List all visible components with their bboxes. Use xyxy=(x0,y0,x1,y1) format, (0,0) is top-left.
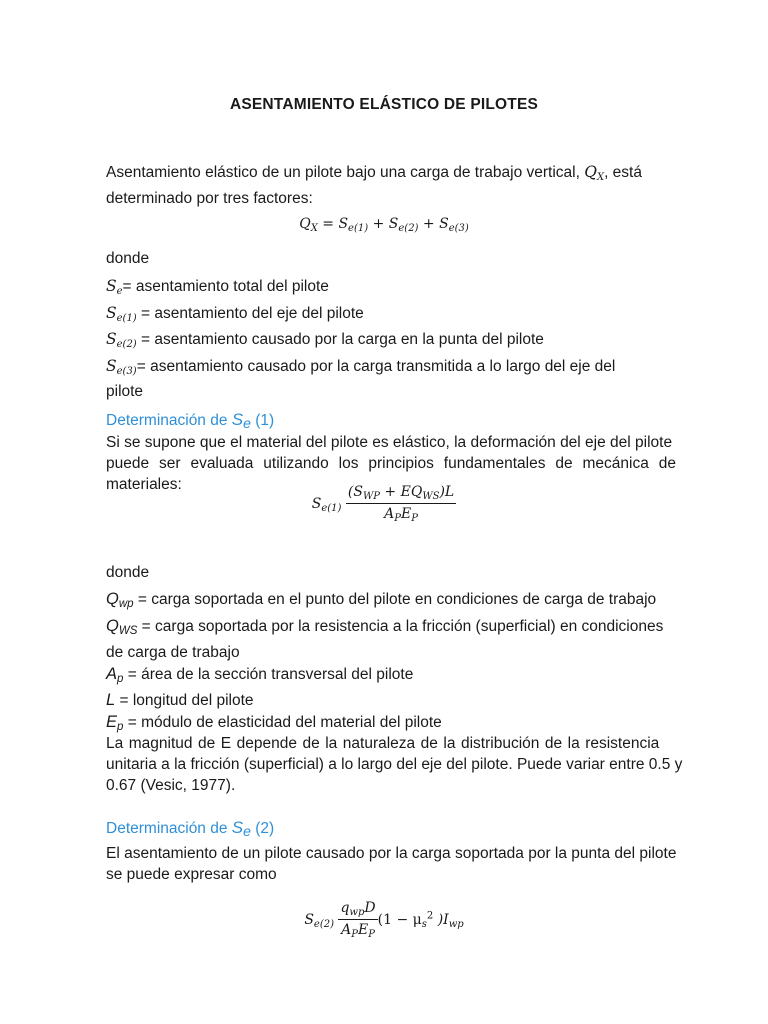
donde-label-1: donde xyxy=(106,250,150,267)
definitions-list-2 xyxy=(106,589,688,738)
equation-se1: $S_{e(1)}$ $\frac{(S_{WP} + EQ_{WS})L}{A_PE_P}$ xyxy=(311,484,455,524)
definition-item: L = longitud del pilote xyxy=(106,691,254,709)
fraction: $\frac{q_{wp}D}{A_PE_P}$ xyxy=(340,900,376,940)
definition-item: Ap = área de la sección transversal del pilote xyxy=(106,664,414,685)
page-title: ASENTAMIENTO ELÁSTICO DE PILOTES xyxy=(229,96,539,113)
magnitude-paragraph: La magnitud de E depende de la naturaleza de la distribución de la resistencia unitaria a la fricción (superficial) a lo largo del eje del pilote. Puede variar entre 0.5 y 0.67 (Vesic, 1977). xyxy=(106,735,683,794)
fraction: $\frac{(S_{WP} + EQ_{WS})L}{A_PE_P}$ xyxy=(347,484,455,524)
definition-item: $S_{e(2)}$ = asentamiento causado por la carga en la punta del pilote xyxy=(106,330,544,350)
equation-total-settlement: $Q_X = S_{e(1)} + S_{e(2)} + S_{e(3)}$ xyxy=(299,216,469,234)
intro-paragraph xyxy=(106,162,688,209)
definition-continuation: de carga de trabajo xyxy=(106,644,240,661)
donde-label-2: donde xyxy=(106,564,150,581)
definition-item: $S_e=$ asentamiento total del pilote xyxy=(106,277,329,297)
section2-body: El asentamiento de un pilote causado por la carga soportada por la punta del pilote se puede expresar como xyxy=(106,845,677,883)
definition-item: $S_{e(1)}$ = asentamiento del eje del pilote xyxy=(106,303,364,324)
section1-body: Si se supone que el material del pilote es elástico, la deformación del eje del pilote puede ser evaluada utilizando los principios fundamentales de mecánica de materiales: xyxy=(106,434,676,493)
definition-item: QWS = carga soportada por la resistencia a la fricción (superficial) en condiciones xyxy=(106,616,664,637)
section-heading-se2: Determinación de Se (2) xyxy=(106,818,275,839)
definition-item: Qwp = carga soportada en el punto del pilote en condiciones de carga de trabajo xyxy=(106,590,657,610)
intro-line-2: determinado por tres factores: xyxy=(106,190,313,207)
intro-line-1: Asentamiento elástico de un pilote bajo una carga de trabajo vertical, $Q_X$, está xyxy=(106,163,642,183)
definition-continuation: pilote xyxy=(106,383,144,400)
definitions-list-1 xyxy=(106,276,688,403)
definition-item: Ep = módulo de elasticidad del material del pilote xyxy=(106,712,442,733)
equation-se2: $S_{e(2)}$ $\frac{q_{wp}D}{A_PE_P}$ ($1 - \mu_s^2$ )$I_{wp}$ xyxy=(304,900,464,940)
definition-item: $S_{e(3)}=$ asentamiento causado por la carga transmitida a lo largo del eje del xyxy=(106,356,616,377)
section-heading-se1: Determinación de Se (1) xyxy=(106,410,275,431)
